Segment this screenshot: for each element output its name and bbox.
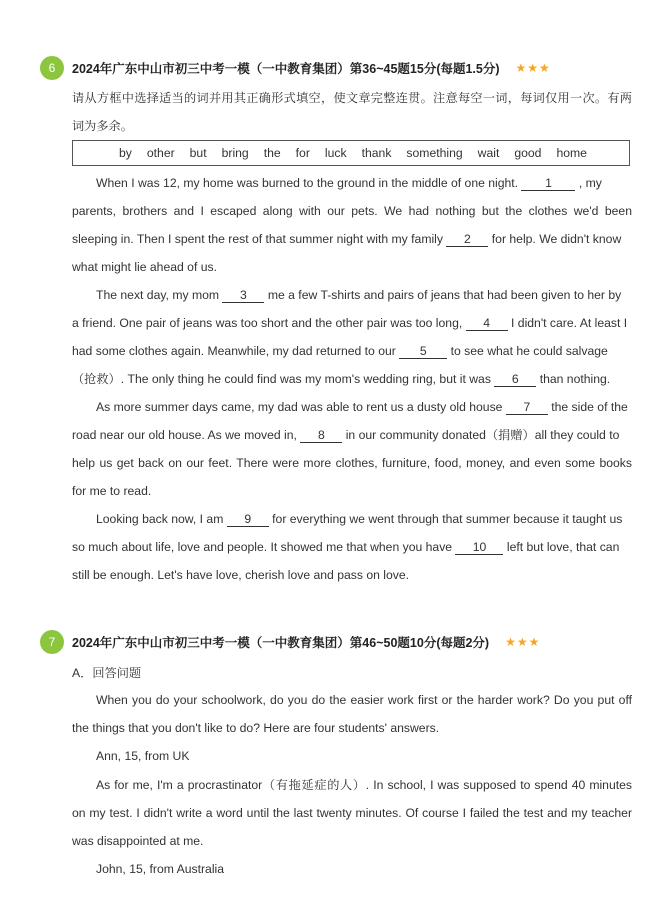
q6-p4-line2 xyxy=(72,539,632,555)
q7-p1-line2: the things that you don't like to do? Here are four students' answers. xyxy=(72,721,440,735)
word-bank-item: for xyxy=(295,146,310,160)
blank-1[interactable]: 1 xyxy=(521,176,575,191)
q6-p2-line3 xyxy=(72,343,632,359)
q7-ann-label: Ann, 15, from UK xyxy=(96,749,190,763)
text: When I was 12, my home was burned to the ground in the middle of one night. xyxy=(96,176,519,190)
blank-3[interactable]: 3 xyxy=(222,288,264,303)
q6-title: 2024年广东中山市初三中考一模（一中教育集团）第36~45题15分(每题1.5分) xyxy=(72,62,500,76)
q6-number-badge: 6 xyxy=(40,56,64,80)
text: , my xyxy=(578,176,602,190)
text: had some clothes again. Meanwhile, my dad returned to our xyxy=(72,344,396,358)
word-bank-item: good xyxy=(514,146,542,160)
word-bank-item: wait xyxy=(477,146,500,160)
q7-section-label: A．回答问题 xyxy=(72,666,142,680)
q6-p1-line1 xyxy=(96,175,632,191)
q7-title: 2024年广东中山市初三中考一模（一中教育集团）第46~50题10分(每题2分) xyxy=(72,636,490,650)
text: The next day, my mom xyxy=(96,288,220,302)
text: for help. We didn't know xyxy=(491,232,622,246)
text: so much about life, love and people. It showed me that when you have xyxy=(72,540,453,554)
q6-p1-line3 xyxy=(72,231,632,247)
word-bank-item: bring xyxy=(221,146,249,160)
q6-p4-line3: still be enough. Let's have love, cherish love and pass on love. xyxy=(72,568,410,582)
q6-p3-line4: for me to read. xyxy=(72,484,152,498)
blank-10[interactable]: 10 xyxy=(455,540,503,555)
q6-p4-line1 xyxy=(96,511,632,527)
word-bank-item: something xyxy=(406,146,463,160)
q7-number-badge: 7 xyxy=(40,630,64,654)
q7-p2-line3: was disappointed at me. xyxy=(72,834,204,848)
q6-header xyxy=(40,56,551,80)
word-bank xyxy=(72,140,630,166)
blank-4[interactable]: 4 xyxy=(466,316,508,331)
word-bank-item: the xyxy=(263,146,281,160)
word-bank-item: other xyxy=(146,146,175,160)
q7-p1-line1: When you do your schoolwork, do you do the easier work first or the harder work? Do you put off xyxy=(96,693,632,707)
q6-difficulty-stars: ★★★ xyxy=(515,61,551,75)
text: road near our old house. As we moved in, xyxy=(72,428,297,442)
q7-header xyxy=(40,630,540,654)
text: I didn't care. At least I xyxy=(511,316,628,330)
text: Looking back now, I am xyxy=(96,512,224,526)
text: to see what he could salvage xyxy=(450,344,608,358)
blank-2[interactable]: 2 xyxy=(446,232,488,247)
blank-8[interactable]: 8 xyxy=(300,428,342,443)
q6-p1-line2: parents, brothers and I escaped along with our pets. We had nothing but the clothes we'd been xyxy=(72,204,632,218)
text: than nothing. xyxy=(539,372,611,386)
text: a friend. One pair of jeans was too short and the other pair was too long, xyxy=(72,316,463,330)
q6-instruction-line1: 请从方框中选择适当的词并用其正确形式填空，使文章完整连贯。注意每空一词，每词仅用一次。有两 xyxy=(72,91,632,105)
text: in our community donated（捐赠）all they could to xyxy=(345,428,620,442)
text: left but love, that can xyxy=(506,540,620,554)
word-bank-item: but xyxy=(189,146,207,160)
word-bank-item: thank xyxy=(361,146,392,160)
q6-p2-line1 xyxy=(96,287,632,303)
blank-7[interactable]: 7 xyxy=(506,400,548,415)
q6-p2-line4 xyxy=(72,371,632,387)
blank-5[interactable]: 5 xyxy=(399,344,447,359)
word-bank-item: luck xyxy=(324,146,347,160)
word-bank-item: by xyxy=(119,146,132,160)
blank-9[interactable]: 9 xyxy=(227,512,269,527)
q6-p3-line1 xyxy=(96,399,632,415)
text: （抢救）. The only thing he could find was my mom's wedding ring, but it was xyxy=(72,372,491,386)
q6-p1-line4: what might lie ahead of us. xyxy=(72,260,217,274)
q7-john-label: John, 15, from Australia xyxy=(96,862,225,876)
q7-p2-line2: on my test. I didn't write a word until the last twenty minutes. Of course I failed the test and my teacher xyxy=(72,806,632,820)
word-bank-item: home xyxy=(556,146,587,160)
blank-6[interactable]: 6 xyxy=(494,372,536,387)
text: As more summer days came, my dad was able to rent us a dusty old house xyxy=(96,400,503,414)
text: sleeping in. Then I spent the rest of that summer night with my family xyxy=(72,232,443,246)
q6-p2-line2 xyxy=(72,315,632,331)
q7-difficulty-stars: ★★★ xyxy=(505,635,541,649)
q7-p2-line1: As for me, I'm a procrastinator（有拖延症的人）. In school, I was supposed to spend 40 minutes xyxy=(96,778,632,792)
text: for everything we went through that summer because it taught us xyxy=(272,512,623,526)
q6-p3-line2 xyxy=(72,427,632,443)
text: me a few T-shirts and pairs of jeans that had been given to her by xyxy=(267,288,622,302)
q6-p3-line3: help us get back on our feet. There were more clothes, furniture, food, money, and even some books xyxy=(72,456,632,470)
q6-instruction-line2: 词为多余。 xyxy=(72,119,133,133)
text: the side of the xyxy=(551,400,628,414)
